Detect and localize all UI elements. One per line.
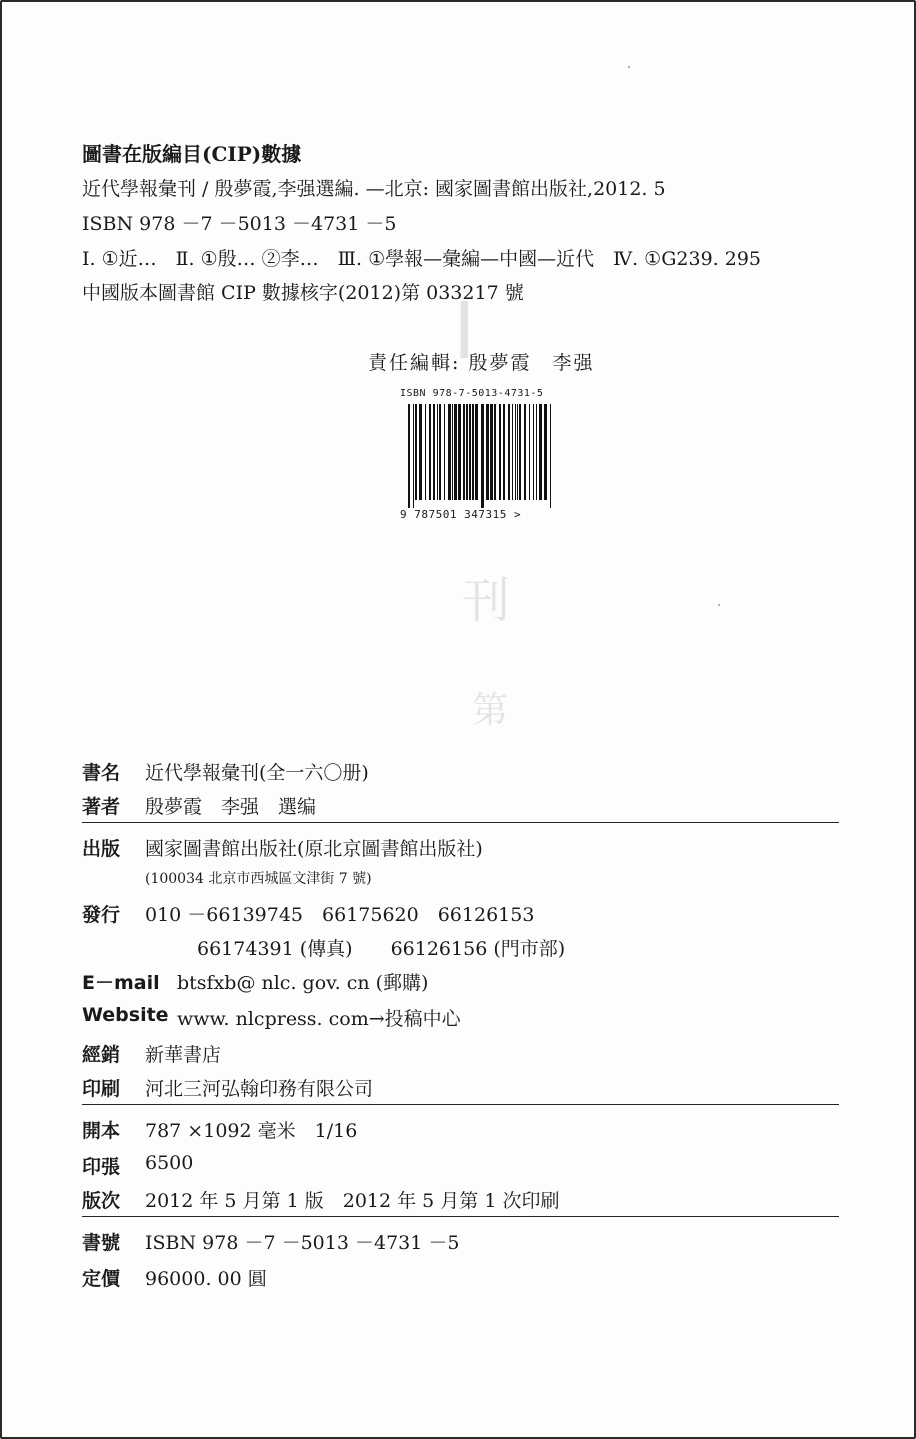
- barcode-bar: [486, 404, 489, 500]
- divider: [82, 1104, 839, 1105]
- barcode-bar: [452, 404, 453, 500]
- value-phones: 010 －66139745 66175620 66126153: [145, 904, 535, 926]
- barcode-bar: [529, 404, 530, 500]
- show-through-mark: 第: [472, 690, 509, 731]
- value-sheets: 6500: [145, 1152, 194, 1174]
- isbn-barcode: [400, 388, 580, 524]
- barcode-bar: [508, 404, 510, 500]
- value-email: btsfxb@ nlc. gov. cn (郵購): [177, 972, 429, 994]
- label-author: 著者: [82, 796, 121, 818]
- barcode-bar: [472, 404, 474, 500]
- cip-line: ISBN 978 －7 －5013 －4731 －5: [82, 213, 397, 235]
- barcode-bar: [419, 404, 422, 500]
- barcode-bar: [448, 404, 451, 500]
- barcode-bar: [463, 404, 465, 500]
- barcode-bar: [444, 404, 445, 500]
- speck: [628, 66, 630, 68]
- barcode-bar: [469, 404, 471, 500]
- value-book-number: ISBN 978 －7 －5013 －4731 －5: [145, 1232, 460, 1254]
- barcode-bar: [512, 404, 513, 500]
- cip-line: Ⅰ. ①近… Ⅱ. ①殷… ②李… Ⅲ. ①學報—彙編—中國—近代 Ⅳ. ①G239. 295: [82, 248, 762, 270]
- barcode-bars: [406, 404, 556, 508]
- responsible-editor: 責任編輯: 殷夢霞 李强: [368, 352, 595, 374]
- label-publisher: 出版: [82, 838, 121, 860]
- barcode-bar: [481, 404, 484, 508]
- barcode-bar: [429, 404, 431, 500]
- value-publisher: 國家圖書館出版社(原北京圖書館出版社): [145, 838, 483, 860]
- label-distributor: 經銷: [82, 1044, 121, 1066]
- value-fax-store: 66174391 (傳真) 66126156 (門市部): [197, 938, 566, 960]
- barcode-bar: [550, 404, 551, 508]
- cip-line: 中國版本圖書館 CIP 數據核字(2012)第 033217 號: [82, 282, 524, 304]
- barcode-digits: 9 787501 347315 >: [400, 508, 522, 521]
- barcode-bar: [458, 404, 461, 500]
- barcode-bar: [490, 404, 493, 500]
- label-edition: 版次: [82, 1190, 121, 1212]
- barcode-bar: [499, 404, 501, 500]
- barcode-bar: [415, 404, 417, 500]
- barcode-bar: [439, 404, 441, 500]
- barcode-isbn-text: ISBN 978-7-5013-4731-5: [400, 388, 544, 399]
- barcode-bar: [519, 404, 521, 500]
- cip-title: 圖書在版編目(CIP)數據: [82, 142, 302, 166]
- label-book-number: 書號: [82, 1232, 121, 1254]
- barcode-bar: [408, 404, 410, 508]
- cip-line: 近代學報彙刊 / 殷夢霞,李强選編. —北京: 國家圖書館出版社,2012. 5: [82, 178, 666, 200]
- barcode-bar: [536, 404, 537, 500]
- barcode-bar: [466, 404, 468, 500]
- value-title: 近代學報彙刊(全一六〇册): [145, 762, 369, 784]
- value-printer: 河北三河弘翰印務有限公司: [145, 1078, 374, 1100]
- barcode-bar: [413, 404, 414, 508]
- barcode-bar: [503, 404, 505, 500]
- speck: [718, 604, 720, 606]
- barcode-bar: [517, 404, 518, 500]
- show-through-mark: ┃: [450, 302, 479, 358]
- label-price: 定價: [82, 1268, 121, 1290]
- value-website: www. nlcpress. com→投稿中心: [177, 1008, 461, 1030]
- label-sheets: 印張: [82, 1156, 121, 1178]
- barcode-bar: [533, 404, 534, 500]
- barcode-bar: [539, 404, 542, 500]
- label-title: 書名: [82, 762, 121, 784]
- barcode-bar: [475, 404, 478, 500]
- divider: [82, 822, 839, 823]
- label-distribution: 發行: [82, 904, 121, 926]
- label-website: Website: [82, 1004, 169, 1026]
- value-author: 殷夢霞 李强 選编: [145, 796, 317, 818]
- value-format: 787 ×1092 毫米 1/16: [145, 1120, 358, 1142]
- barcode-bar: [544, 404, 547, 500]
- value-edition: 2012 年 5 月第 1 版 2012 年 5 月第 1 次印刷: [145, 1190, 560, 1212]
- label-printer: 印刷: [82, 1078, 121, 1100]
- barcode-bar: [454, 404, 457, 500]
- divider: [82, 1216, 839, 1217]
- show-through-mark: 刊: [462, 573, 511, 629]
- barcode-bar: [524, 404, 526, 500]
- barcode-bar: [437, 404, 438, 500]
- barcode-bar: [425, 404, 426, 500]
- barcode-bar: [494, 404, 496, 500]
- value-price: 96000. 00 圓: [145, 1268, 267, 1290]
- value-distributor: 新華書店: [145, 1044, 222, 1066]
- value-address: (100034 北京市西城區文津街 7 號): [145, 871, 372, 887]
- barcode-bar: [433, 404, 435, 500]
- label-format: 開本: [82, 1120, 121, 1142]
- barcode-bar: [515, 404, 516, 500]
- label-email: E－mail: [82, 972, 160, 994]
